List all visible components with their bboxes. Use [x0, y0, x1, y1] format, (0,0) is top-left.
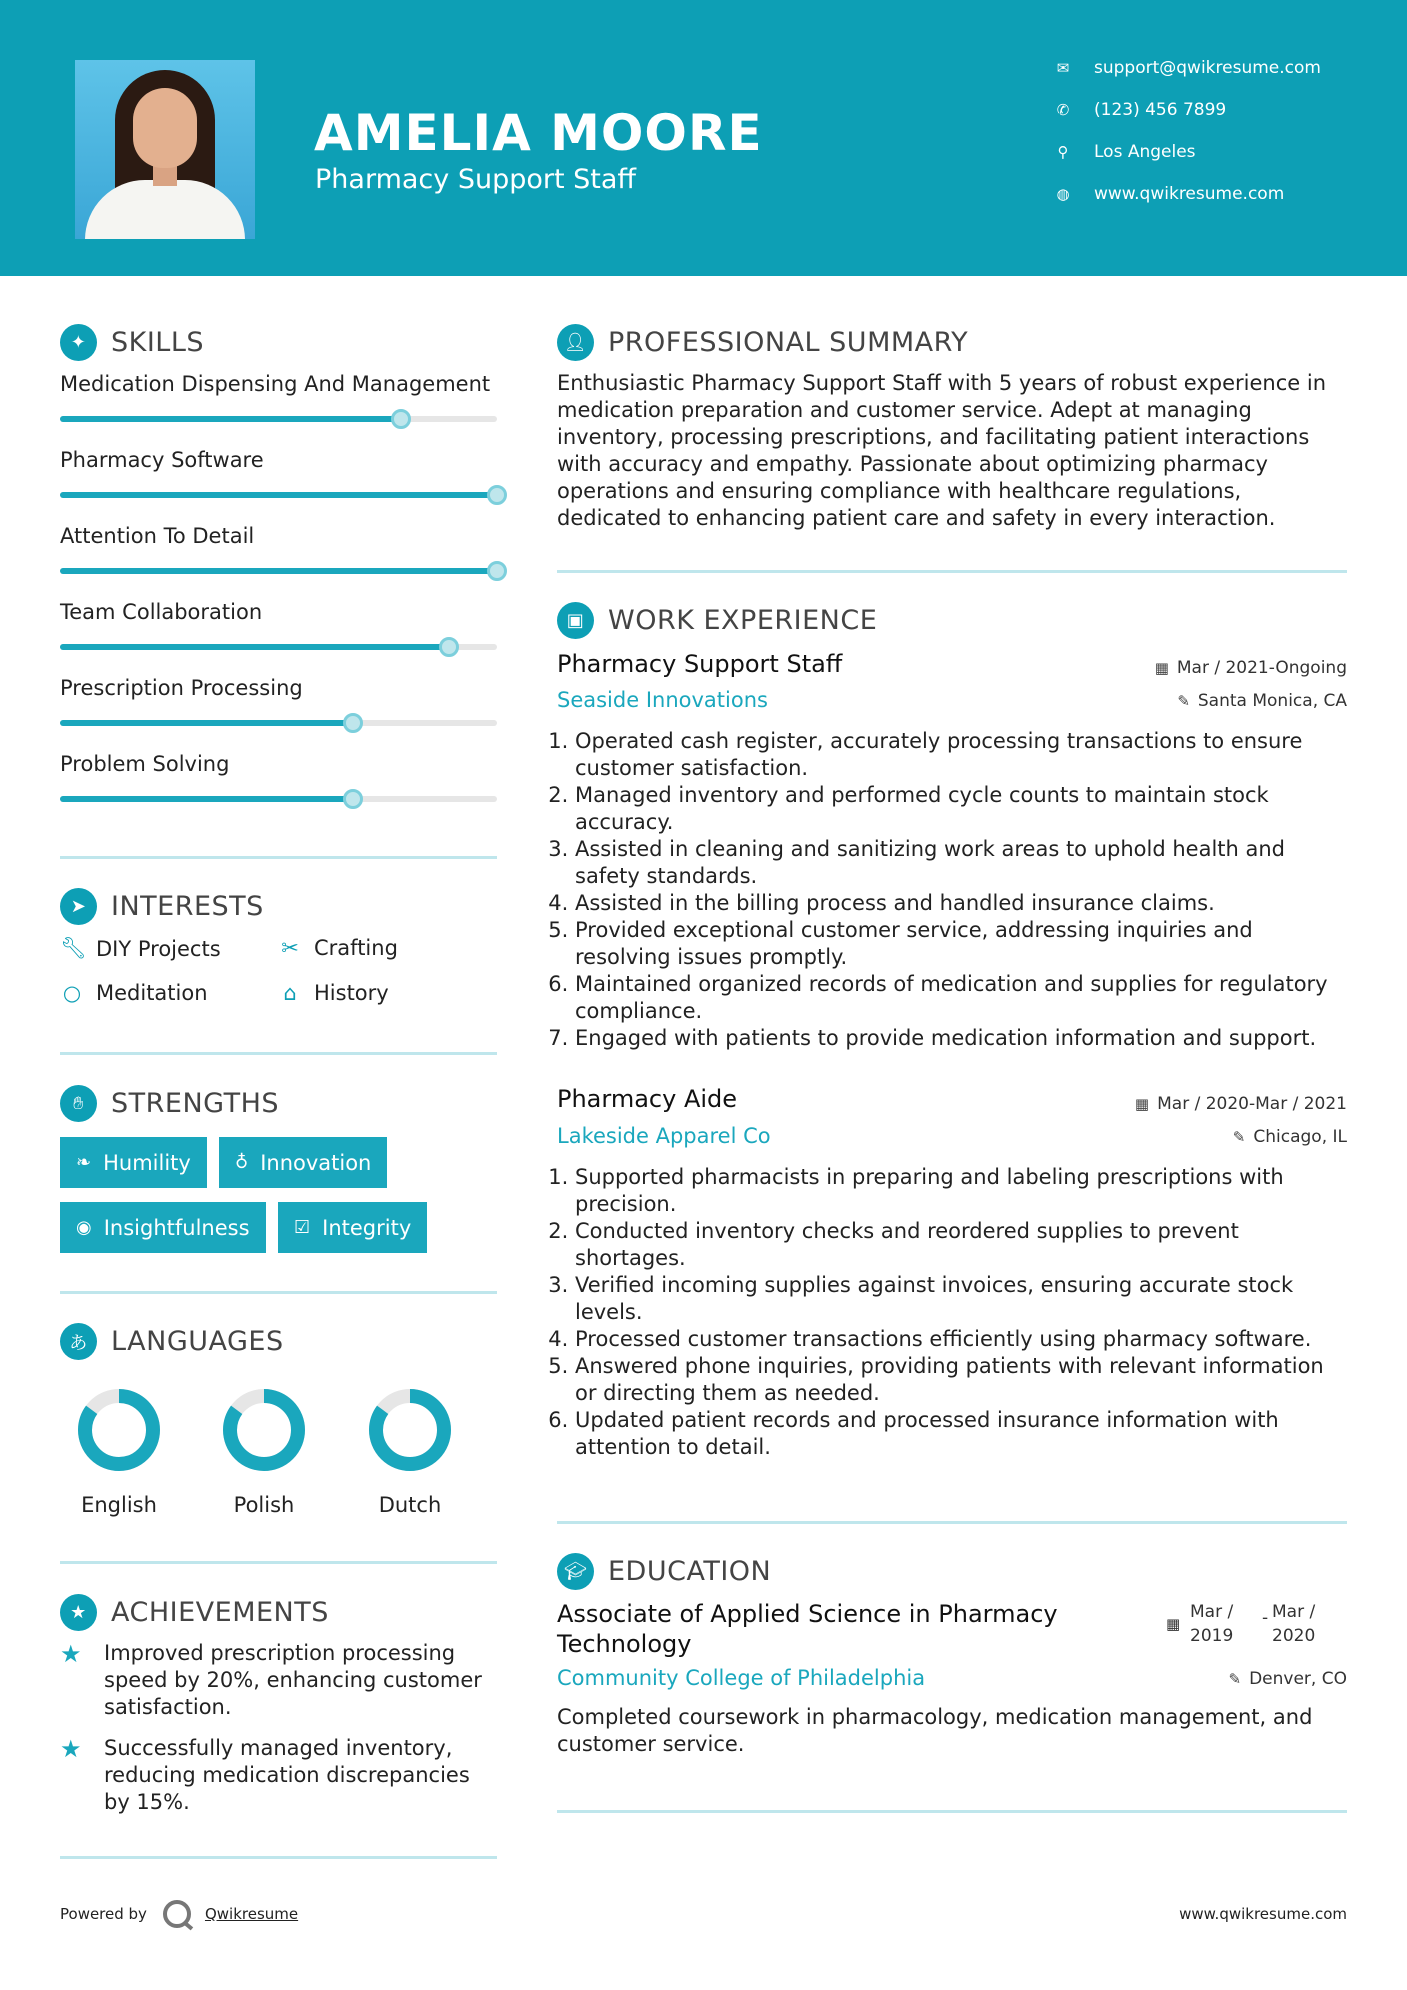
skill-bar-fill [60, 644, 449, 650]
pushpin-icon: ✎ [1232, 1128, 1246, 1146]
skill-bar [60, 720, 497, 726]
duty-item: 2. Managed inventory and performed cycle counts to maintain stock accuracy. [575, 782, 1347, 836]
interest-item: ✂ Crafting [278, 936, 398, 960]
job-location: ✎ Chicago, IL [1232, 1127, 1347, 1147]
skill-bar-knob [487, 561, 507, 581]
wrench-icon: 🔧︎ [60, 936, 87, 960]
user-icon: 👤︎ [557, 324, 594, 361]
skill-bar [60, 416, 497, 422]
achievements-heading: ★ ACHIEVEMENTS [60, 1594, 329, 1631]
divider [557, 570, 1347, 573]
language-item [74, 1385, 164, 1517]
footer-website[interactable]: www.qwikresume.com [1179, 1905, 1347, 1923]
duty-item: 7. Engaged with patients to provide medication information and support. [575, 1025, 1347, 1052]
strength-badge: ◉ Insightfulness [60, 1202, 266, 1253]
education-heading: 🎓︎ EDUCATION [557, 1553, 771, 1590]
circle-icon: ○ [62, 981, 82, 1005]
skill-label: Pharmacy Software [60, 448, 264, 472]
duty-item: 5. Answered phone inquiries, providing patients with relevant information or directing them as needed. [575, 1353, 1347, 1407]
education-start: Mar / 2019 [1190, 1602, 1234, 1646]
achievement-item: ★ Improved prescription processing speed by 20%, enhancing customer satisfaction. [60, 1640, 482, 1719]
language-icon: あ [60, 1323, 97, 1360]
contact-location: ⚲ Los Angeles [1054, 142, 1196, 162]
skill-bar-knob [391, 409, 411, 429]
language-donut [219, 1385, 309, 1475]
education-school: Community College of Philadelphia [557, 1666, 926, 1690]
duty-item: 3. Verified incoming supplies against invoices, ensuring accurate stock levels. [575, 1272, 1347, 1326]
contact-website[interactable]: ◍ www.qwikresume.com [1054, 184, 1284, 204]
duty-item: 6. Maintained organized records of medication and supplies for regulatory compliance. [575, 971, 1347, 1025]
strength-badge: ☑ Integrity [278, 1202, 427, 1253]
duty-item: 3. Assisted in cleaning and sanitizing work areas to uphold health and safety standards. [575, 836, 1347, 890]
divider [60, 1561, 497, 1564]
scissors-icon: ✂ [281, 936, 299, 960]
job-dates: ▦ Mar / 2021-Ongoing [1154, 658, 1347, 678]
duty-item: 2. Conducted inventory checks and reordered supplies to prevent shortages. [575, 1218, 1347, 1272]
skill-bar [60, 796, 497, 802]
envelope-icon: ✉ [1056, 59, 1070, 77]
lightbulb-icon: ✦ [60, 324, 97, 361]
skill-bar-fill [60, 568, 497, 574]
leaf-icon: ❧ [76, 1152, 92, 1173]
job-location: ✎ Santa Monica, CA [1177, 691, 1347, 711]
skill-bar [60, 492, 497, 498]
job-company: Seaside Innovations [557, 688, 768, 712]
footer-powered-by: Powered by Qwikresume [60, 1900, 298, 1928]
skill-label: Attention To Detail [60, 524, 255, 548]
language-name: Dutch [378, 1493, 442, 1517]
bank-icon: ⌂ [283, 981, 297, 1005]
job-duties [557, 728, 1347, 1052]
resume-header [0, 0, 1407, 276]
skill-bar-knob [343, 789, 363, 809]
duty-item: 6. Updated patient records and processed insurance information with attention to detail. [575, 1407, 1347, 1461]
skill-bar-fill [60, 720, 353, 726]
graduation-icon: 🎓︎ [557, 1553, 594, 1590]
interest-item: ○ Meditation [60, 981, 208, 1005]
phone-icon: ✆ [1056, 101, 1070, 119]
job-duties [557, 1164, 1347, 1461]
languages-heading: あ LANGUAGES [60, 1323, 284, 1360]
pushpin-icon: ✎ [1228, 1670, 1242, 1688]
calendar-icon: ▦ [1134, 1095, 1150, 1113]
skill-label: Team Collaboration [60, 600, 263, 624]
language-name: English [81, 1493, 157, 1517]
summary-heading: 👤︎ PROFESSIONAL SUMMARY [557, 324, 968, 361]
paper-plane-icon: ➤ [60, 888, 97, 925]
profile-photo [75, 60, 255, 239]
star-icon: ★ [60, 1735, 82, 1763]
language-donut [365, 1385, 455, 1475]
interest-item: ⌂ History [278, 981, 389, 1005]
interest-item: 🔧︎ DIY Projects [60, 936, 221, 961]
check-square-icon: ☑ [294, 1217, 311, 1238]
education-location: ✎ Denver, CO [1228, 1669, 1347, 1689]
education-dash: - [1262, 1608, 1269, 1628]
briefcase-icon: ▣ [557, 602, 594, 639]
language-item [219, 1385, 309, 1517]
candidate-name: AMELIA MOORE [314, 104, 763, 162]
skill-label: Problem Solving [60, 752, 230, 776]
globe-icon: ◍ [1056, 185, 1070, 203]
calendar-icon: ▦ [1166, 1615, 1181, 1633]
eye-icon: ◉ [76, 1217, 92, 1238]
summary-text: Enthusiastic Pharmacy Support Staff with 5 years of robust experience in medication preparation and customer service. Adept at managing inventory, processing prescriptions, and facilitating patient interactions with accuracy and empathy. Passionate about optimizing pharmacy operations and ensuring compliance with healthcare regulations, dedicated to enhancing patient care and safety in every interaction. [557, 371, 1327, 530]
language-name: Polish [233, 1493, 295, 1517]
divider [60, 1856, 497, 1859]
duty-item: 1. Supported pharmacists in preparing and labeling prescriptions with precision. [575, 1164, 1347, 1218]
skill-bar-knob [487, 485, 507, 505]
strength-badge: ♁ Innovation [219, 1137, 387, 1188]
footer-brand-link[interactable]: Qwikresume [204, 1905, 299, 1923]
calendar-icon: ▦ [1154, 659, 1169, 677]
language-item [365, 1385, 455, 1517]
skill-bar-knob [343, 713, 363, 733]
contact-phone[interactable]: ✆ (123) 456 7899 [1054, 100, 1226, 120]
achievement-item: ★ Successfully managed inventory, reducing medication discrepancies by 15%. [60, 1735, 470, 1814]
experience-heading: ▣ WORK EXPERIENCE [557, 602, 877, 639]
divider [60, 856, 497, 859]
skill-bar-knob [439, 637, 459, 657]
skill-label: Prescription Processing [60, 676, 303, 700]
duty-item: 4. Assisted in the billing process and handled insurance claims. [575, 890, 1347, 917]
job-title: Pharmacy Aide [557, 1085, 738, 1113]
skill-bar-fill [60, 796, 353, 802]
pushpin-icon: ✎ [1177, 692, 1190, 710]
duty-item: 1. Operated cash register, accurately processing transactions to ensure customer satisfaction. [575, 728, 1347, 782]
education-degree: Associate of Applied Science in Pharmacy Technology [557, 1600, 1058, 1658]
skill-bar-fill [60, 492, 497, 498]
divider [557, 1810, 1347, 1813]
interests-heading: ➤ INTERESTS [60, 888, 264, 925]
skill-bar-fill [60, 416, 401, 422]
candidate-role: Pharmacy Support Staff [315, 164, 637, 195]
divider [60, 1052, 497, 1055]
divider [60, 1291, 497, 1294]
skills-heading: ✦ SKILLS [60, 324, 204, 361]
job-company: Lakeside Apparel Co [557, 1124, 771, 1148]
education-end: Mar / 2020 [1272, 1602, 1316, 1646]
qwikresume-logo-icon [163, 1900, 191, 1928]
strengths-heading: ✋︎ STRENGTHS [60, 1085, 279, 1122]
lightbulb-icon: ♁ [235, 1152, 249, 1173]
star-icon: ★ [60, 1594, 97, 1631]
skill-bar [60, 568, 497, 574]
strength-badge: ❧ Humility [60, 1137, 207, 1188]
hand-icon: ✋︎ [60, 1085, 97, 1122]
divider [557, 1521, 1347, 1524]
star-icon: ★ [60, 1640, 82, 1668]
language-donut [74, 1385, 164, 1475]
education-description: Completed coursework in pharmacology, medication management, and customer service. [557, 1705, 1313, 1756]
job-dates: ▦ Mar / 2020-Mar / 2021 [1134, 1094, 1347, 1114]
job-title: Pharmacy Support Staff [557, 650, 843, 678]
duty-item: 4. Processed customer transactions efficiently using pharmacy software. [575, 1326, 1347, 1353]
map-pin-icon: ⚲ [1057, 143, 1069, 161]
contact-email[interactable]: ✉ support@qwikresume.com [1054, 58, 1321, 78]
skill-bar [60, 644, 497, 650]
duty-item: 5. Provided exceptional customer service, addressing inquiries and resolving issues promptly. [575, 917, 1347, 971]
skill-label: Medication Dispensing And Management [60, 372, 491, 396]
